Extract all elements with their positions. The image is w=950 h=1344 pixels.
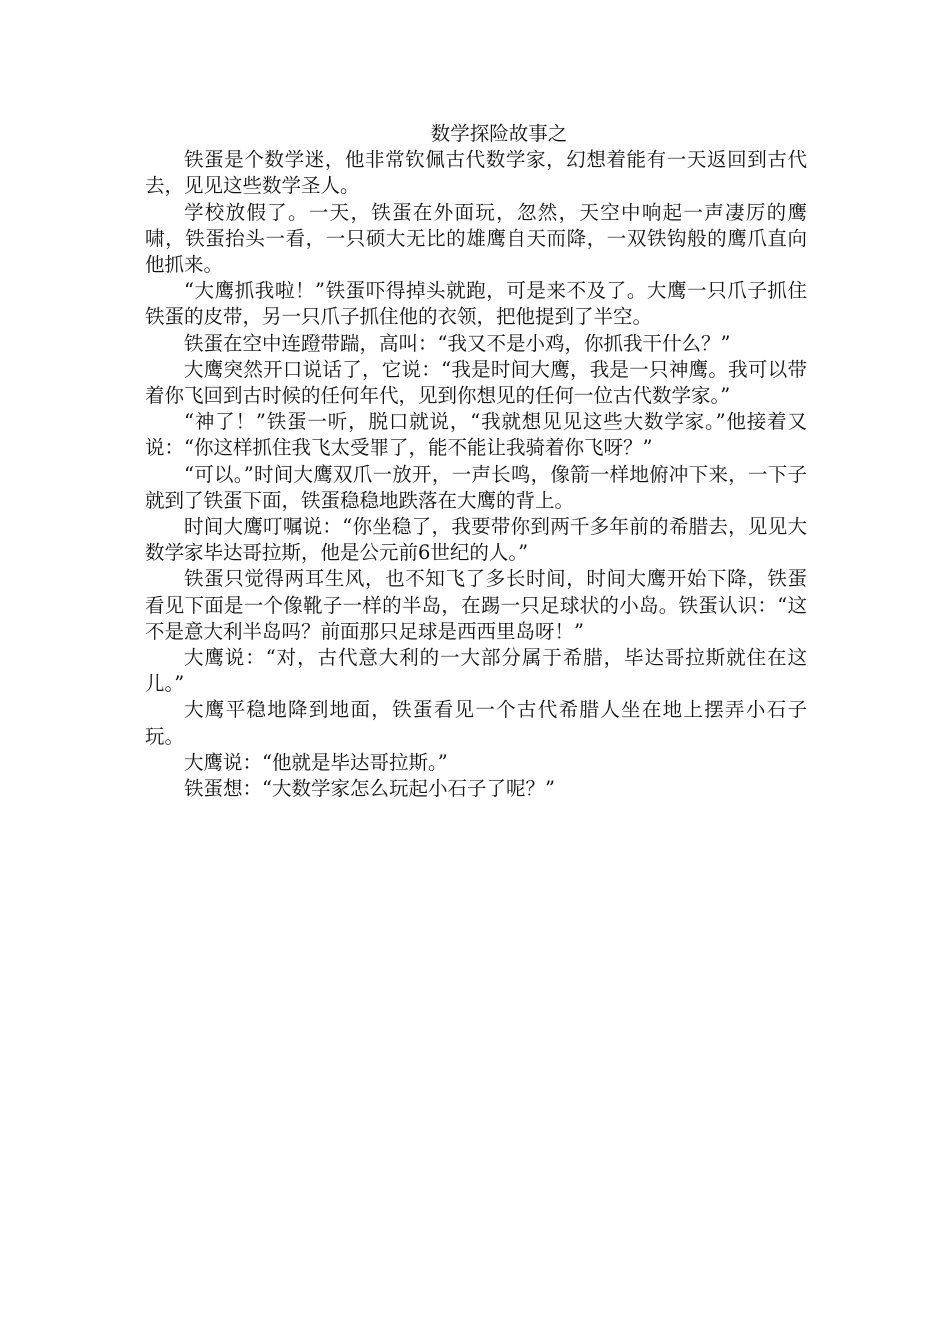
paragraph: “可以。”时间大鹰双爪一放开，一声长鸣，像箭一样地俯冲下来，一下子就到了铁蛋下面，铁蛋稳稳地跌落在大鹰的背上。 <box>145 462 807 512</box>
paragraph: 铁蛋是个数学迷，他非常钦佩古代数学家，幻想着能有一天返回到古代去，见见这些数学圣人。 <box>145 148 807 198</box>
paragraph: 时间大鹰叮嘱说：“你坐稳了，我要带你到两千多年前的希腊去，见见大数学家毕达哥拉斯，他是公元前6世纪的人。” <box>145 515 807 565</box>
paragraph: 大鹰说：“对，古代意大利的一大部分属于希腊，毕达哥拉斯就住在这儿。” <box>145 646 807 696</box>
paragraph: 大鹰说：“他就是毕达哥拉斯。” <box>184 750 448 774</box>
paragraph: 大鹰突然开口说话了，它说：“我是时间大鹰，我是一只神鹰。我可以带着你飞回到古时候的任何年代，见到你想见的任何一位古代数学家。” <box>145 357 807 408</box>
paragraph: 学校放假了。一天，铁蛋在外面玩，忽然，天空中响起一声凄厉的鹰啸，铁蛋抬头一看，一只硕大无比的雄鹰自天而降，一双铁钩般的鹰爪直向他抓来。 <box>145 200 807 277</box>
paragraph: “大鹰抓我啦！”铁蛋吓得掉头就跑，可是来不及了。大鹰一只爪子抓住铁蛋的皮带，另一只爪子抓住他的衣领，把他提到了半空。 <box>145 279 807 329</box>
document-body <box>145 121 807 802</box>
paragraph: 铁蛋在空中连蹬带踹，高叫：“我又不是小鸡，你抓我干什么？” <box>184 331 731 355</box>
paragraph: 铁蛋只觉得两耳生风，也不知飞了多长时间，时间大鹰开始下降，铁蛋看见下面是一个像靴子一样的半岛，在踢一只足球状的小岛。铁蛋认识：“这不是意大利半岛吗？前面那只足球是西西里岛呀！” <box>145 567 807 643</box>
paragraph: 铁蛋想：“大数学家怎么玩起小石子了呢？” <box>184 777 555 801</box>
document-title: 数学探险故事之 <box>430 122 568 145</box>
paragraph: 大鹰平稳地降到地面，铁蛋看见一个古代希腊人坐在地上摆弄小石子玩。 <box>145 698 807 748</box>
paragraph: “神了！”铁蛋一听，脱口就说，“我就想见见这些大数学家。”他接着又说：“你这样抓住我飞太受罪了，能不能让我骑着你飞呀？” <box>145 410 807 460</box>
